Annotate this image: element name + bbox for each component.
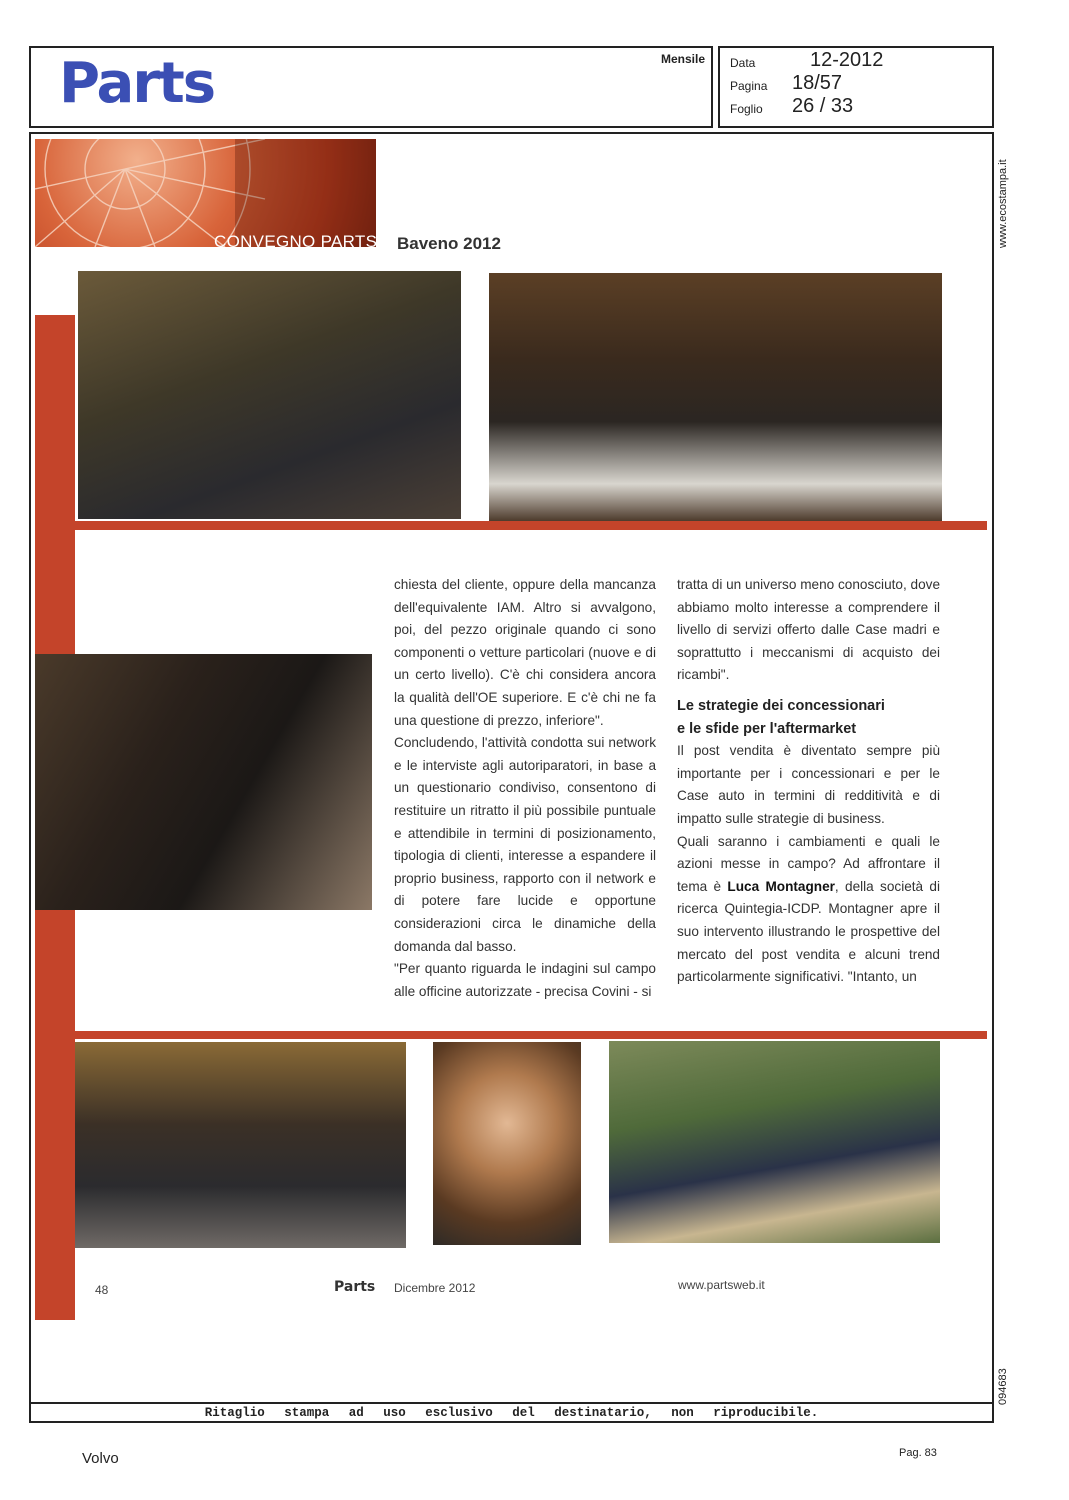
article-paragraph: "Per quanto riguarda le indagini sul campo alle officine autorizzate - precisa Covini - si [394,961,656,999]
footer-date: Dicembre 2012 [394,1281,476,1295]
footer-url: www.partsweb.it [678,1278,765,1292]
text-span: , della società di ricerca Quintegia-ICDP. Montagner apre il suo intervento illustrando le prospettive del mercato del post vendita e alcuni trend particolarmente significativi. "Intanto, un [677,878,940,985]
speaker-name: Luca Montagner [727,878,835,894]
article-column-2 [677,574,940,989]
subheading-line-2: e le sfide per l'aftermarket [677,720,857,737]
meta-value-data: 12-2012 [810,49,884,71]
meta-label-data: Data [730,56,756,70]
periodicity-label: Mensile [660,52,705,66]
article-paragraph: Il post vendita è diventato sempre più importante per i concessionari e per le Case auto in termini di redditività e di impatto sulle strategie di business. [677,743,940,826]
article-subheading [677,695,940,740]
bottom-page-ref: Pag. 83 [899,1447,937,1459]
meta-value-foglio: 26 / 33 [792,95,854,117]
article-paragraph: Concludendo, l'attività condotta sui network e le interviste agli autoriparatori, in base a un questionario condiviso, consentono di restituire un ritratto il più possibile puntuale e attendibile in termini di posizionamento, tipologia di clienti, interesse a espandere il proprio business, rapporto con il network e di potere fare lucide e opportune considerazioni circa le dinamiche della domanda dal basso. [394,735,656,954]
section-tag: CONVEGNO PARTS [214,232,378,251]
article-paragraph: tratta di un universo meno conosciuto, dove abbiamo molto interesse a comprendere il livello di servizi offerto dalle Case madri e soprattutto i meccanismi di acquisto dei ricambi". [677,577,940,683]
page-number: 48 [95,1283,109,1297]
meta-label-pagina: Pagina [730,79,768,93]
disclaimer-text: Ritaglio stampa ad uso esclusivo del destinatario, non riproducibile. [204,1406,819,1420]
article-column-1 [394,574,656,1003]
photo-garden-meeting [609,1041,940,1243]
red-divider-bottom [35,1031,987,1039]
article-paragraph: chiesta del cliente, oppure della mancanza dell'equivalente IAM. Altro si avvalgono, poi, del pezzo originale quando ci sono componenti o vetture particolari (nuove e di un certo livello). C'è chi considera ancora la qualità dell'OE superiore. E c'è chi ne fa una questione di prezzo, inferiore". [394,577,656,728]
photo-conference-hall [75,1042,406,1248]
red-divider-top [35,521,987,530]
subheading-line-1: Le strategie dei concessionari [677,697,885,714]
globe-lines-graphic [35,139,376,247]
disclaimer-rule [29,1402,994,1404]
article-paragraph [677,831,940,989]
header-masthead [29,46,713,128]
meta-value-pagina: 18/57 [792,72,843,94]
photo-woman-portrait [433,1042,581,1245]
section-location: Baveno 2012 [397,234,501,253]
meta-label-foglio: Foglio [730,102,763,116]
parts-logo: Parts [59,51,215,116]
footer-brand: Parts [334,1279,376,1295]
photo-three-men [78,271,461,519]
side-code: 094683 [997,1368,1009,1405]
photo-three-women [35,654,372,910]
photo-gala-dinner [489,273,942,521]
section-banner [35,139,376,247]
client-name: Volvo [82,1450,119,1467]
side-url: www.ecostampa.it [997,159,1009,248]
header-meta-box [718,46,994,128]
text-span: Quali saranno i cambiamenti e quali le azioni messe in campo? Ad affrontare il tema è [677,833,940,894]
